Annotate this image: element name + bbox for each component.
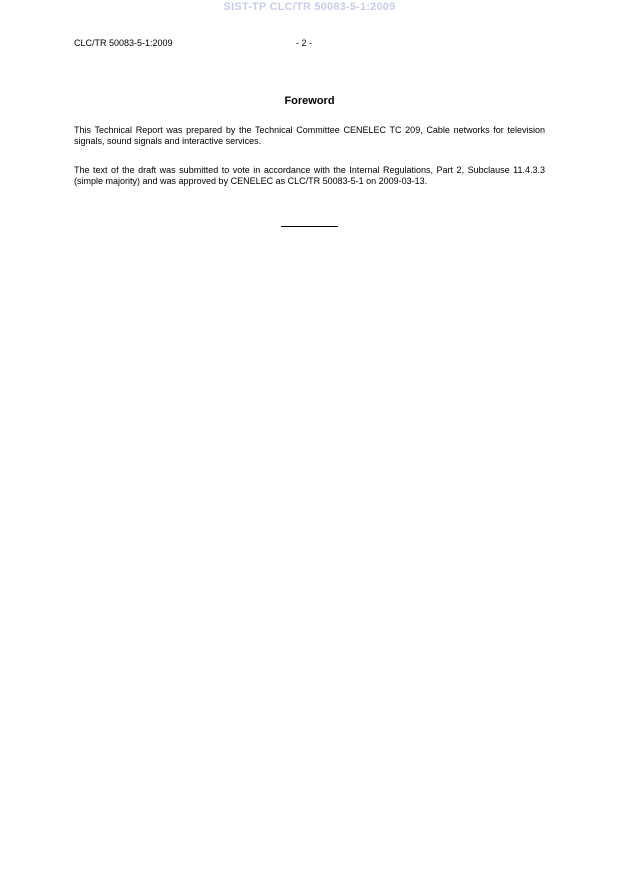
foreword-paragraph-1: This Technical Report was prepared by the Technical Committee CENELEC TC 209, Cable networks for television signals, sound signals and interactive services.	[74, 125, 545, 146]
page-number: - 2 -	[296, 38, 313, 48]
document-id: CLC/TR 50083-5-1:2009	[74, 38, 173, 48]
end-rule	[281, 226, 338, 227]
watermark: SIST-TP CLC/TR 50083-5-1:2009	[223, 1, 396, 13]
section-title: Foreword	[284, 95, 335, 107]
foreword-paragraph-2: The text of the draft was submitted to vote in accordance with the Internal Regulations, Part 2, Subclause 11.4.3.3 (simple majority) and was approved by CENELEC as CLC/TR 50083-5-1 on 2009-03-13.	[74, 165, 545, 186]
